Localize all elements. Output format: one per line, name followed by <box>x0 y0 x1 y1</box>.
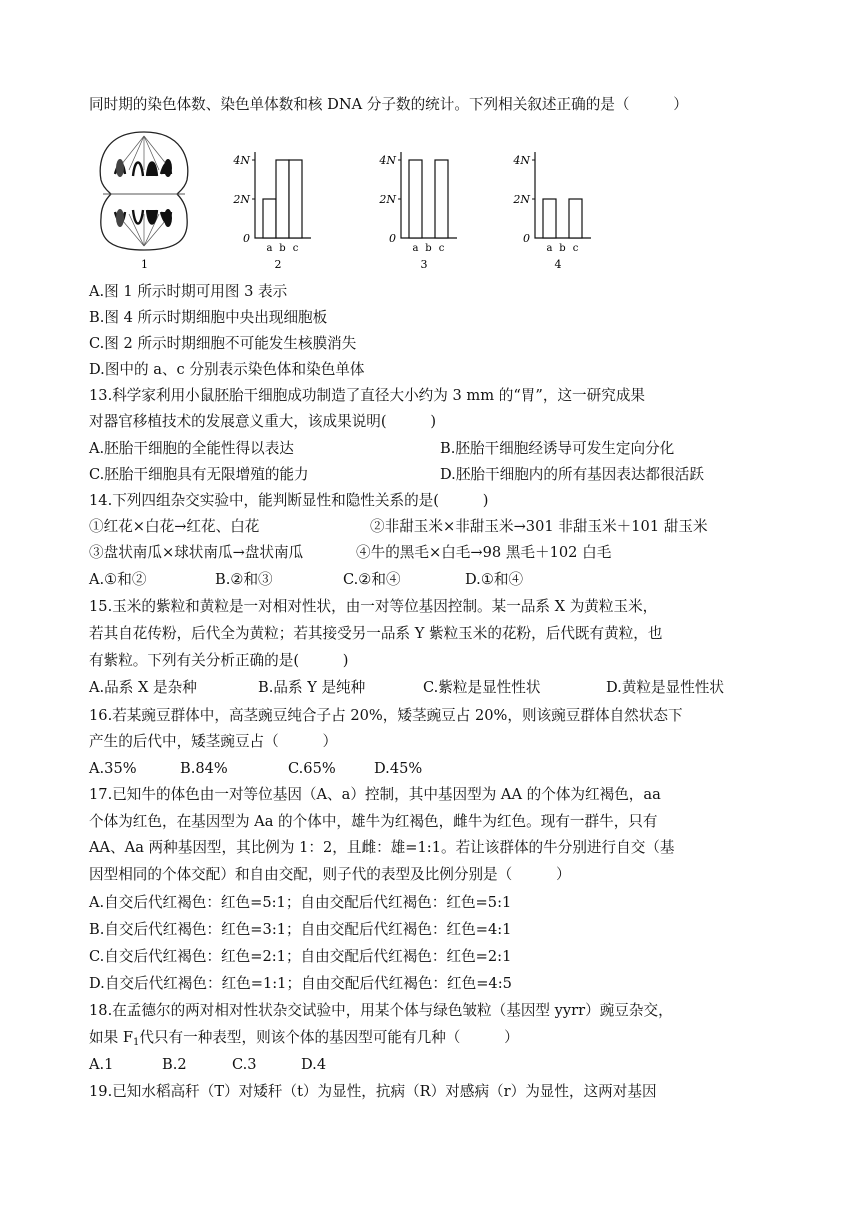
q13-option-b: B.胚胎干细胞经诱导可发生定向分化 <box>440 440 675 457</box>
y-tick-label: 0 <box>243 232 250 245</box>
bar-a <box>543 199 556 238</box>
q18-stem-line2 <box>89 1025 519 1051</box>
q14-option-c: C.②和④ <box>343 571 401 588</box>
q17-stem-line2: 个体为红色，在基因型为 Aa 的个体中，雄牛为红褐色，雌牛为红色。现有一群牛，只有 <box>89 813 658 830</box>
figure-1-label: 1 <box>141 258 148 271</box>
y-tick-label: 0 <box>523 232 530 245</box>
q17-stem-line4: 因型相同的个体交配）和自由交配，则子代的表型及比例分别是（ ） <box>89 866 571 883</box>
y-tick-label: 2N <box>513 193 530 206</box>
figure-label: 4 <box>554 258 562 271</box>
category-label: b <box>559 243 566 254</box>
category-label: c <box>438 243 445 254</box>
q12-stem-tail: 同时期的染色体数、染色单体数和核 DNA 分子数的统计。下列相关叙述正确的是（ ） <box>89 96 688 113</box>
category-label: a <box>546 243 553 254</box>
q12-option-c: C.图 2 所示时期细胞不可能发生核膜消失 <box>89 335 357 352</box>
y-tick-label: 4N <box>379 154 396 167</box>
q13-stem-line1: 13.科学家利用小鼠胚胎干细胞成功制造了直径大小约为 3 mm 的“胃”，这一研究成果 <box>89 387 646 404</box>
q13-stem-line2: 对器官移植技术的发展意义重大，该成果说明( ) <box>89 413 437 430</box>
q17-stem-line1: 17.已知牛的体色由一对等位基因（A、a）控制，其中基因型为 AA 的个体为红褐色，aa <box>89 786 661 803</box>
q16-option-c: C.65% <box>288 760 336 777</box>
q15-stem-line2: 若其自花传粉，后代全为黄粒；若其接受另一品系 Y 紫粒玉米的花粉，后代既有黄粒，也 <box>89 625 663 642</box>
q16-option-b: B.84% <box>180 760 228 777</box>
y-tick-label: 2N <box>379 193 396 206</box>
q17-option-c: C.自交后代红褐色：红色=2:1；自由交配后代红褐色：红色=2:1 <box>89 948 512 965</box>
category-label: a <box>266 243 273 254</box>
q14-item-4: ④牛的黑毛×白毛→98 黑毛＋102 白毛 <box>356 544 612 561</box>
q17-stem-line3: AA、Aa 两种基因型，其比例为 1：2，且雌：雄=1:1。若让该群体的牛分别进行自交（基 <box>89 839 675 856</box>
q12-figures <box>89 128 609 278</box>
bar-a <box>409 160 422 238</box>
q16-option-a: A.35% <box>89 760 137 777</box>
y-tick-label: 2N <box>233 193 250 206</box>
q14-option-b: B.②和③ <box>215 571 273 588</box>
q13-option-d: D.胚胎干细胞内的所有基因表达都很活跃 <box>440 466 704 483</box>
q17-option-d: D.自交后代红褐色：红色=1:1；自由交配后代红褐色：红色=4:5 <box>89 975 512 992</box>
q18-f1-subscript: 1 <box>132 1037 140 1048</box>
q18-option-d: D.4 <box>301 1056 327 1073</box>
q16-option-d: D.45% <box>374 760 423 777</box>
figure-label: 2 <box>274 258 282 271</box>
category-label: b <box>425 243 432 254</box>
q13-option-c: C.胚胎干细胞具有无限增殖的能力 <box>89 466 309 483</box>
figure-2-bar-chart <box>232 152 311 271</box>
q14-item-3: ③盘状南瓜×球状南瓜→盘状南瓜 <box>89 544 304 561</box>
q15-stem-line3: 有紫粒。下列有关分析正确的是( ) <box>89 652 349 669</box>
q13-option-a: A.胚胎干细胞的全能性得以表达 <box>89 440 294 457</box>
q16-stem-line1: 16.若某豌豆群体中，高茎豌豆纯合子占 20%，矮茎豌豆占 20%，则该豌豆群体自然状态下 <box>89 707 683 724</box>
q18-option-c: C.3 <box>232 1056 257 1073</box>
q15-stem-line1: 15.玉米的紫粒和黄粒是一对相对性状，由一对等位基因控制。某一品系 X 为黄粒玉米， <box>89 598 658 615</box>
q15-option-a: A.品系 X 是杂种 <box>89 679 197 696</box>
q15-option-c: C.紫粒是显性性状 <box>423 679 541 696</box>
y-tick-label: 4N <box>513 154 530 167</box>
q15-option-d: D.黄粒是显性性状 <box>606 679 724 696</box>
q13-options-row1 <box>89 436 294 462</box>
y-tick-label: 0 <box>389 232 396 245</box>
q14-item-1: ①红花×白花→红花、白花 <box>89 518 260 535</box>
q14-option-d: D.①和④ <box>465 571 524 588</box>
q17-option-b: B.自交后代红褐色：红色=3:1；自由交配后代红褐色：红色=4:1 <box>89 921 512 938</box>
figure-3-bar-chart <box>378 152 457 271</box>
bar-c <box>289 160 302 238</box>
bar-c <box>569 199 582 238</box>
category-label: c <box>572 243 579 254</box>
q12-figure-row <box>89 128 609 278</box>
q18-option-a: A.1 <box>89 1056 114 1073</box>
q14-stem: 14.下列四组杂交实验中，能判断显性和隐性关系的是( ) <box>89 492 489 509</box>
q14-option-a: A.①和② <box>89 571 147 588</box>
bar-c <box>435 160 448 238</box>
category-label: b <box>279 243 286 254</box>
bar-a <box>263 199 276 238</box>
q12-option-d: D.图中的 a、c 分别表示染色体和染色单体 <box>89 361 365 378</box>
q18-stem-line1: 18.在孟德尔的两对相对性状杂交试验中，用某个体与绿色皱粒（基因型 yyrr）豌豆杂交， <box>89 1002 673 1019</box>
category-label: a <box>412 243 419 254</box>
q15-option-b: B.品系 Y 是纯种 <box>258 679 366 696</box>
figure-1-cell-drawing <box>100 132 188 271</box>
q14-item-2: ②非甜玉米×非甜玉米→301 非甜玉米＋101 甜玉米 <box>370 518 708 535</box>
q16-stem-line2: 产生的后代中，矮茎豌豆占（ ） <box>89 733 338 750</box>
q18-line2-post: 代只有一种表型，则该个体的基因型可能有几种（ ） <box>139 1029 519 1046</box>
q18-option-b: B.2 <box>162 1056 187 1073</box>
figure-label: 3 <box>420 258 428 271</box>
y-tick-label: 4N <box>233 154 250 167</box>
category-label: c <box>292 243 299 254</box>
figure-4-bar-chart <box>512 152 591 271</box>
q12-option-a: A.图 1 所示时期可用图 3 表示 <box>89 283 288 300</box>
q19-stem-line1: 19.已知水稻高秆（T）对矮秆（t）为显性，抗病（R）对感病（r）为显性，这两对基因 <box>89 1083 657 1100</box>
q18-line2-pre: 如果 F <box>89 1029 133 1046</box>
bar-b <box>276 160 289 238</box>
q17-option-a: A.自交后代红褐色：红色=5:1；自由交配后代红褐色：红色=5:1 <box>89 894 512 911</box>
q12-option-b: B.图 4 所示时期细胞中央出现细胞板 <box>89 309 328 326</box>
